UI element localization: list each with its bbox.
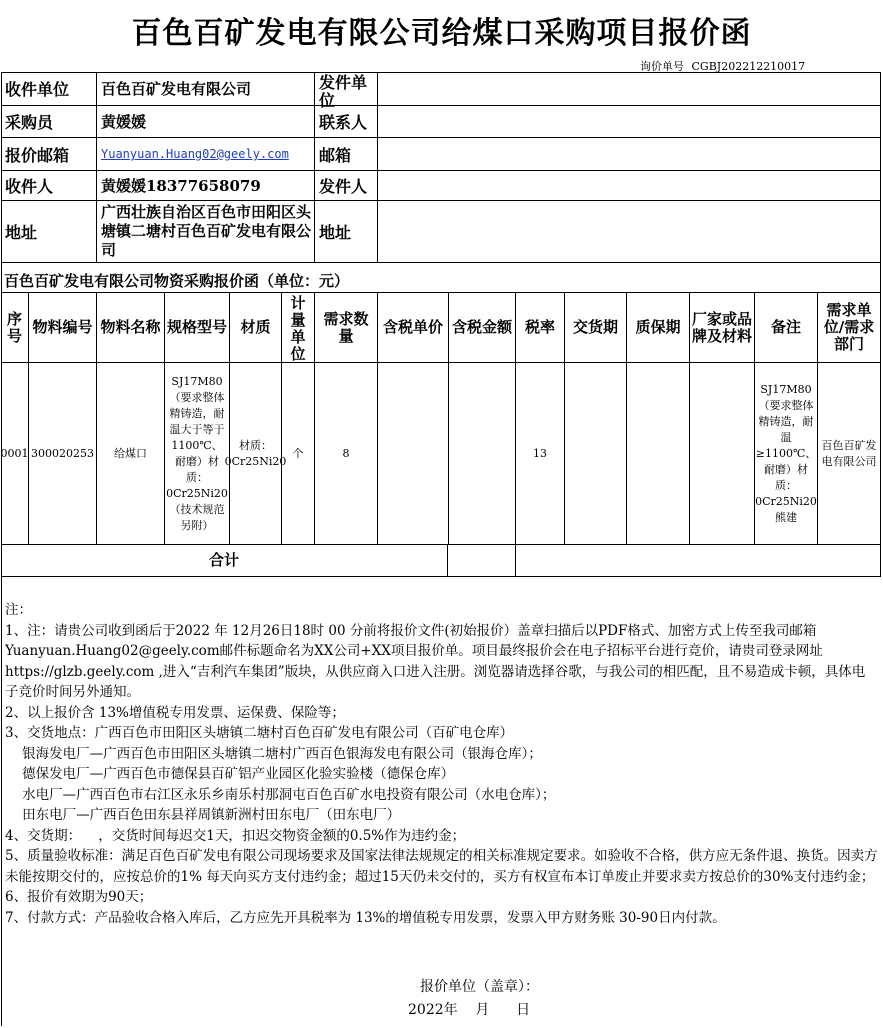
col-header-seq: 序号	[1, 293, 29, 363]
email-cell	[97, 138, 315, 171]
inquiry-label: 询价单号	[640, 60, 684, 73]
note-line: 7、付款方式：产品验收合格入库后，乙方应先开具税率为 13%的增值税专用发票，发票入甲方财务账 30-90日内付款。	[5, 909, 726, 926]
note-line: 银海发电厂—广西百色市田阳区头塘镇二塘村广西百色银海发电有限公司（银海仓库）；	[5, 745, 542, 762]
cell-delivery[interactable]	[565, 363, 627, 545]
col-header-warranty: 质保期	[627, 293, 690, 363]
inquiry-value: CGBJ202212210017	[691, 60, 806, 73]
note-line: 5、质量验收标准：满足百色百矿发电有限公司现场要求及国家法律法规规定的相关标准规定要求。如验收不合格，供方应无条件退、换货。因卖方未能按期交付的，应按总价的1% 每天向买方支付违约金；超过15天仍未交付的，买方有权宣布本订单废止并要求卖方按总价的30%支付违约金；	[5, 848, 878, 885]
note-line: 3、交货地点：广西百色市田阳区头塘镇二塘村百色百矿发电有限公司（百矿电仓库）	[5, 725, 514, 741]
cell-remark: SJ17M80（要求整体精铸造，耐温≥1100℃、耐磨）材质：0Cr25Ni20熊建	[755, 363, 818, 545]
col-header-tax: 税率	[516, 293, 565, 363]
sender-label: 发件人	[315, 171, 378, 201]
sender-value[interactable]	[378, 171, 881, 201]
cell-unit: 个	[282, 363, 315, 545]
col-header-name: 物料名称	[97, 293, 165, 363]
section-title: 百色百矿发电有限公司物资采购报价函（单位：元）	[4, 272, 350, 290]
recipient-value: 黄媛媛18377658079	[97, 171, 315, 201]
document-title: 百色百矿发电有限公司给煤口采购项目报价函	[131, 16, 752, 51]
recv-unit-label: 收件单位	[1, 72, 97, 106]
note-line: 水电厂—广西百色市右江区永乐乡南乐村那洞屯百色百矿水电投资有限公司（水电仓库）；	[5, 786, 556, 803]
email2-label: 邮箱	[315, 138, 378, 171]
col-header-remark: 备注	[755, 293, 818, 363]
cell-tax: 13	[516, 363, 565, 545]
recipient-label: 收件人	[1, 171, 97, 201]
col-header-unit: 计量单位	[282, 293, 315, 363]
address2-value[interactable]	[378, 201, 881, 263]
email2-value[interactable]	[378, 138, 881, 171]
cell-seq: 0001	[1, 363, 29, 545]
col-header-dept: 需求单位/需求部门	[818, 293, 881, 363]
address2-label: 地址	[315, 201, 378, 263]
address-value: 广西壮族自治区百色市田阳区头塘镇二塘村百色百矿发电有限公司	[97, 201, 315, 263]
cell-code: 300020253	[29, 363, 97, 545]
email-link[interactable]: Yuanyuan.Huang02@geely.com	[101, 147, 289, 161]
cell-material: 材质：0Cr25Ni20	[230, 363, 282, 545]
signature-date: 2022年 月 日	[408, 1002, 531, 1018]
send-unit-value[interactable]	[378, 72, 881, 106]
contact-label: 联系人	[315, 106, 378, 138]
recv-unit-value: 百色百矿发电有限公司	[97, 72, 315, 106]
note-line: 4、交货期： ，交货时间每迟交1天，扣迟交物资金额的0.5%作为违约金；	[5, 827, 466, 844]
cell-dept: 百色百矿发电有限公司	[818, 363, 881, 545]
total-label: 合计	[1, 545, 448, 577]
signature-unit: 报价单位（盖章）：	[420, 979, 539, 995]
col-header-price: 含税单价	[378, 293, 449, 363]
col-header-amount: 含税金额	[449, 293, 516, 363]
note-line: 1、注：请贵公司收到函后于2022 年 12月26日18时 00 分前将报价文件(初始报价）盖章扫描后以PDF格式、加密方式上传至我司邮箱Yuanyuan.Huang02@geely.com邮件标题命名为XX公司+XX项目报价单。项目最终报价会在电子招标平台进行竞价，请贵司登录网址https://glzb.geely.com ,进入“吉利汽车集团”版块，从供应商入口进入注册。浏览器请选择谷歌，与我公司的相匹配，且不易造成卡顿，具体电子竞价时间另外通知。	[5, 622, 866, 700]
cell-brand[interactable]	[690, 363, 755, 545]
col-header-qty: 需求数量	[315, 293, 378, 363]
cell-name: 给煤口	[97, 363, 165, 545]
cell-amount[interactable]	[449, 363, 516, 545]
buyer-value: 黄媛媛	[97, 106, 315, 138]
send-unit-label: 发件单位	[315, 72, 378, 106]
contact-value[interactable]	[378, 106, 881, 138]
note-line: 2、以上报价含 13%增值税专用发票、运保费、保险等；	[5, 704, 345, 721]
total-amount[interactable]	[448, 545, 516, 577]
cell-spec: SJ17M80（要求整体精铸造，耐温大于等于1100℃、耐磨）材质：0Cr25Ni20（技术规范另附）	[165, 363, 230, 545]
email-label: 报价邮箱	[1, 138, 97, 171]
col-header-code: 物料编号	[29, 293, 97, 363]
buyer-label: 采购员	[1, 106, 97, 138]
col-header-delivery: 交货期	[565, 293, 627, 363]
note-line: 田东电厂—广西百色田东县祥周镇新洲村田东电厂（田东电厂）	[5, 807, 401, 823]
note-line: 德保发电厂—广西百色市德保县百矿铝产业园区化验实验楼（德保仓库）	[5, 766, 455, 782]
notes-section	[5, 600, 878, 928]
cell-qty: 8	[315, 363, 378, 545]
note-line: 6、报价有效期为90天；	[5, 889, 153, 905]
col-header-brand: 厂家或品牌及材料	[690, 293, 755, 363]
col-header-material: 材质	[230, 293, 282, 363]
address-label: 地址	[1, 201, 97, 263]
note-line: 注：	[5, 602, 32, 618]
cell-price[interactable]	[378, 363, 449, 545]
col-header-spec: 规格型号	[165, 293, 230, 363]
total-rest	[516, 545, 881, 577]
cell-warranty[interactable]	[627, 363, 690, 545]
